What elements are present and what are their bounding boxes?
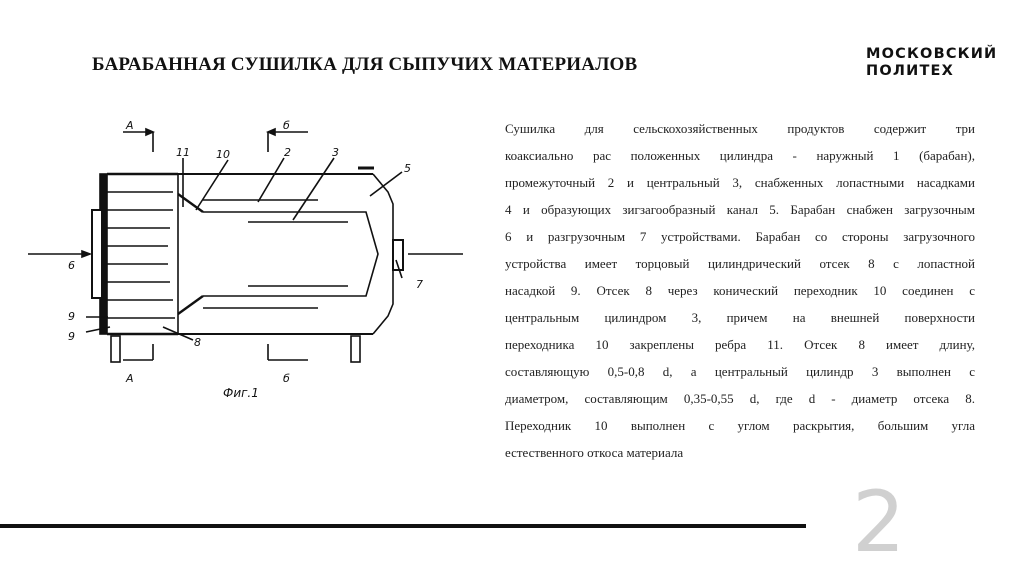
page-number: 2 [852, 473, 906, 571]
part-label-8: 8 [194, 336, 201, 349]
section-label-a-top: А [126, 119, 134, 132]
section-label-a-bottom: А [126, 372, 134, 385]
description-line: устройства имеет торцовый цилиндрический отсек 8 с лопастной [505, 256, 975, 271]
description-line: Переходник 10 выполнен с углом раскрытия, большим угла [505, 418, 975, 433]
university-logo [866, 46, 997, 80]
description-line: промежуточный 2 и центральный 3, снабженных лопастными насадками [505, 175, 975, 190]
description-line: составляющую 0,5-0,8 d, а центральный цилиндр 3 выполнен с [505, 364, 975, 379]
description-line: 4 и образующих зигзагообразный канал 5. Барабан снабжен загрузочным [505, 202, 975, 217]
section-label-b-bottom: б [283, 372, 290, 385]
part-label-3: 3 [332, 146, 339, 159]
part-label-2: 2 [284, 146, 291, 159]
part-label-9-lower: 9 [68, 330, 75, 343]
description-line: насадкой 9. Отсек 8 через конический переходник 10 соединен с [505, 283, 975, 298]
description-line: диаметром, составляющим 0,35-0,55 d, где d - диаметр отсека 8. [505, 391, 975, 406]
part-label-6: 6 [68, 259, 75, 272]
part-label-9-upper: 9 [68, 310, 75, 323]
part-label-5: 5 [404, 162, 411, 175]
description-line: естественного откоса материала [505, 445, 684, 460]
figure-caption: Фиг.1 [223, 386, 259, 400]
part-label-10: 10 [216, 148, 230, 161]
part-label-7: 7 [416, 278, 423, 291]
description-line: Сушилка для сельскохозяйственных продуктов содержит три [505, 121, 975, 136]
dryer-drawing-figure [18, 112, 478, 412]
description-line: переходника 10 закреплены ребра 11. Отсек 8 имеет длину, [505, 337, 975, 352]
section-label-b-top: б [283, 119, 290, 132]
description-line: центральным цилиндром 3, причем на внешней поверхности [505, 310, 975, 325]
description-text [505, 115, 975, 466]
footer-divider [0, 524, 806, 528]
description-line: коаксиально рас положенных цилиндра - наружный 1 (барабан), [505, 148, 975, 163]
part-label-11: 11 [176, 146, 190, 159]
description-line: 6 и разгрузочным 7 устройствами. Барабан со стороны загрузочного [505, 229, 975, 244]
logo-line-2: ПОЛИТЕХ [866, 63, 955, 79]
slide-title: БАРАБАННАЯ СУШИЛКА ДЛЯ СЫПУЧИХ МАТЕРИАЛОВ [92, 54, 638, 75]
dryer-drawing-svg [18, 112, 478, 412]
logo-line-1: МОСКОВСКИЙ [866, 46, 998, 62]
